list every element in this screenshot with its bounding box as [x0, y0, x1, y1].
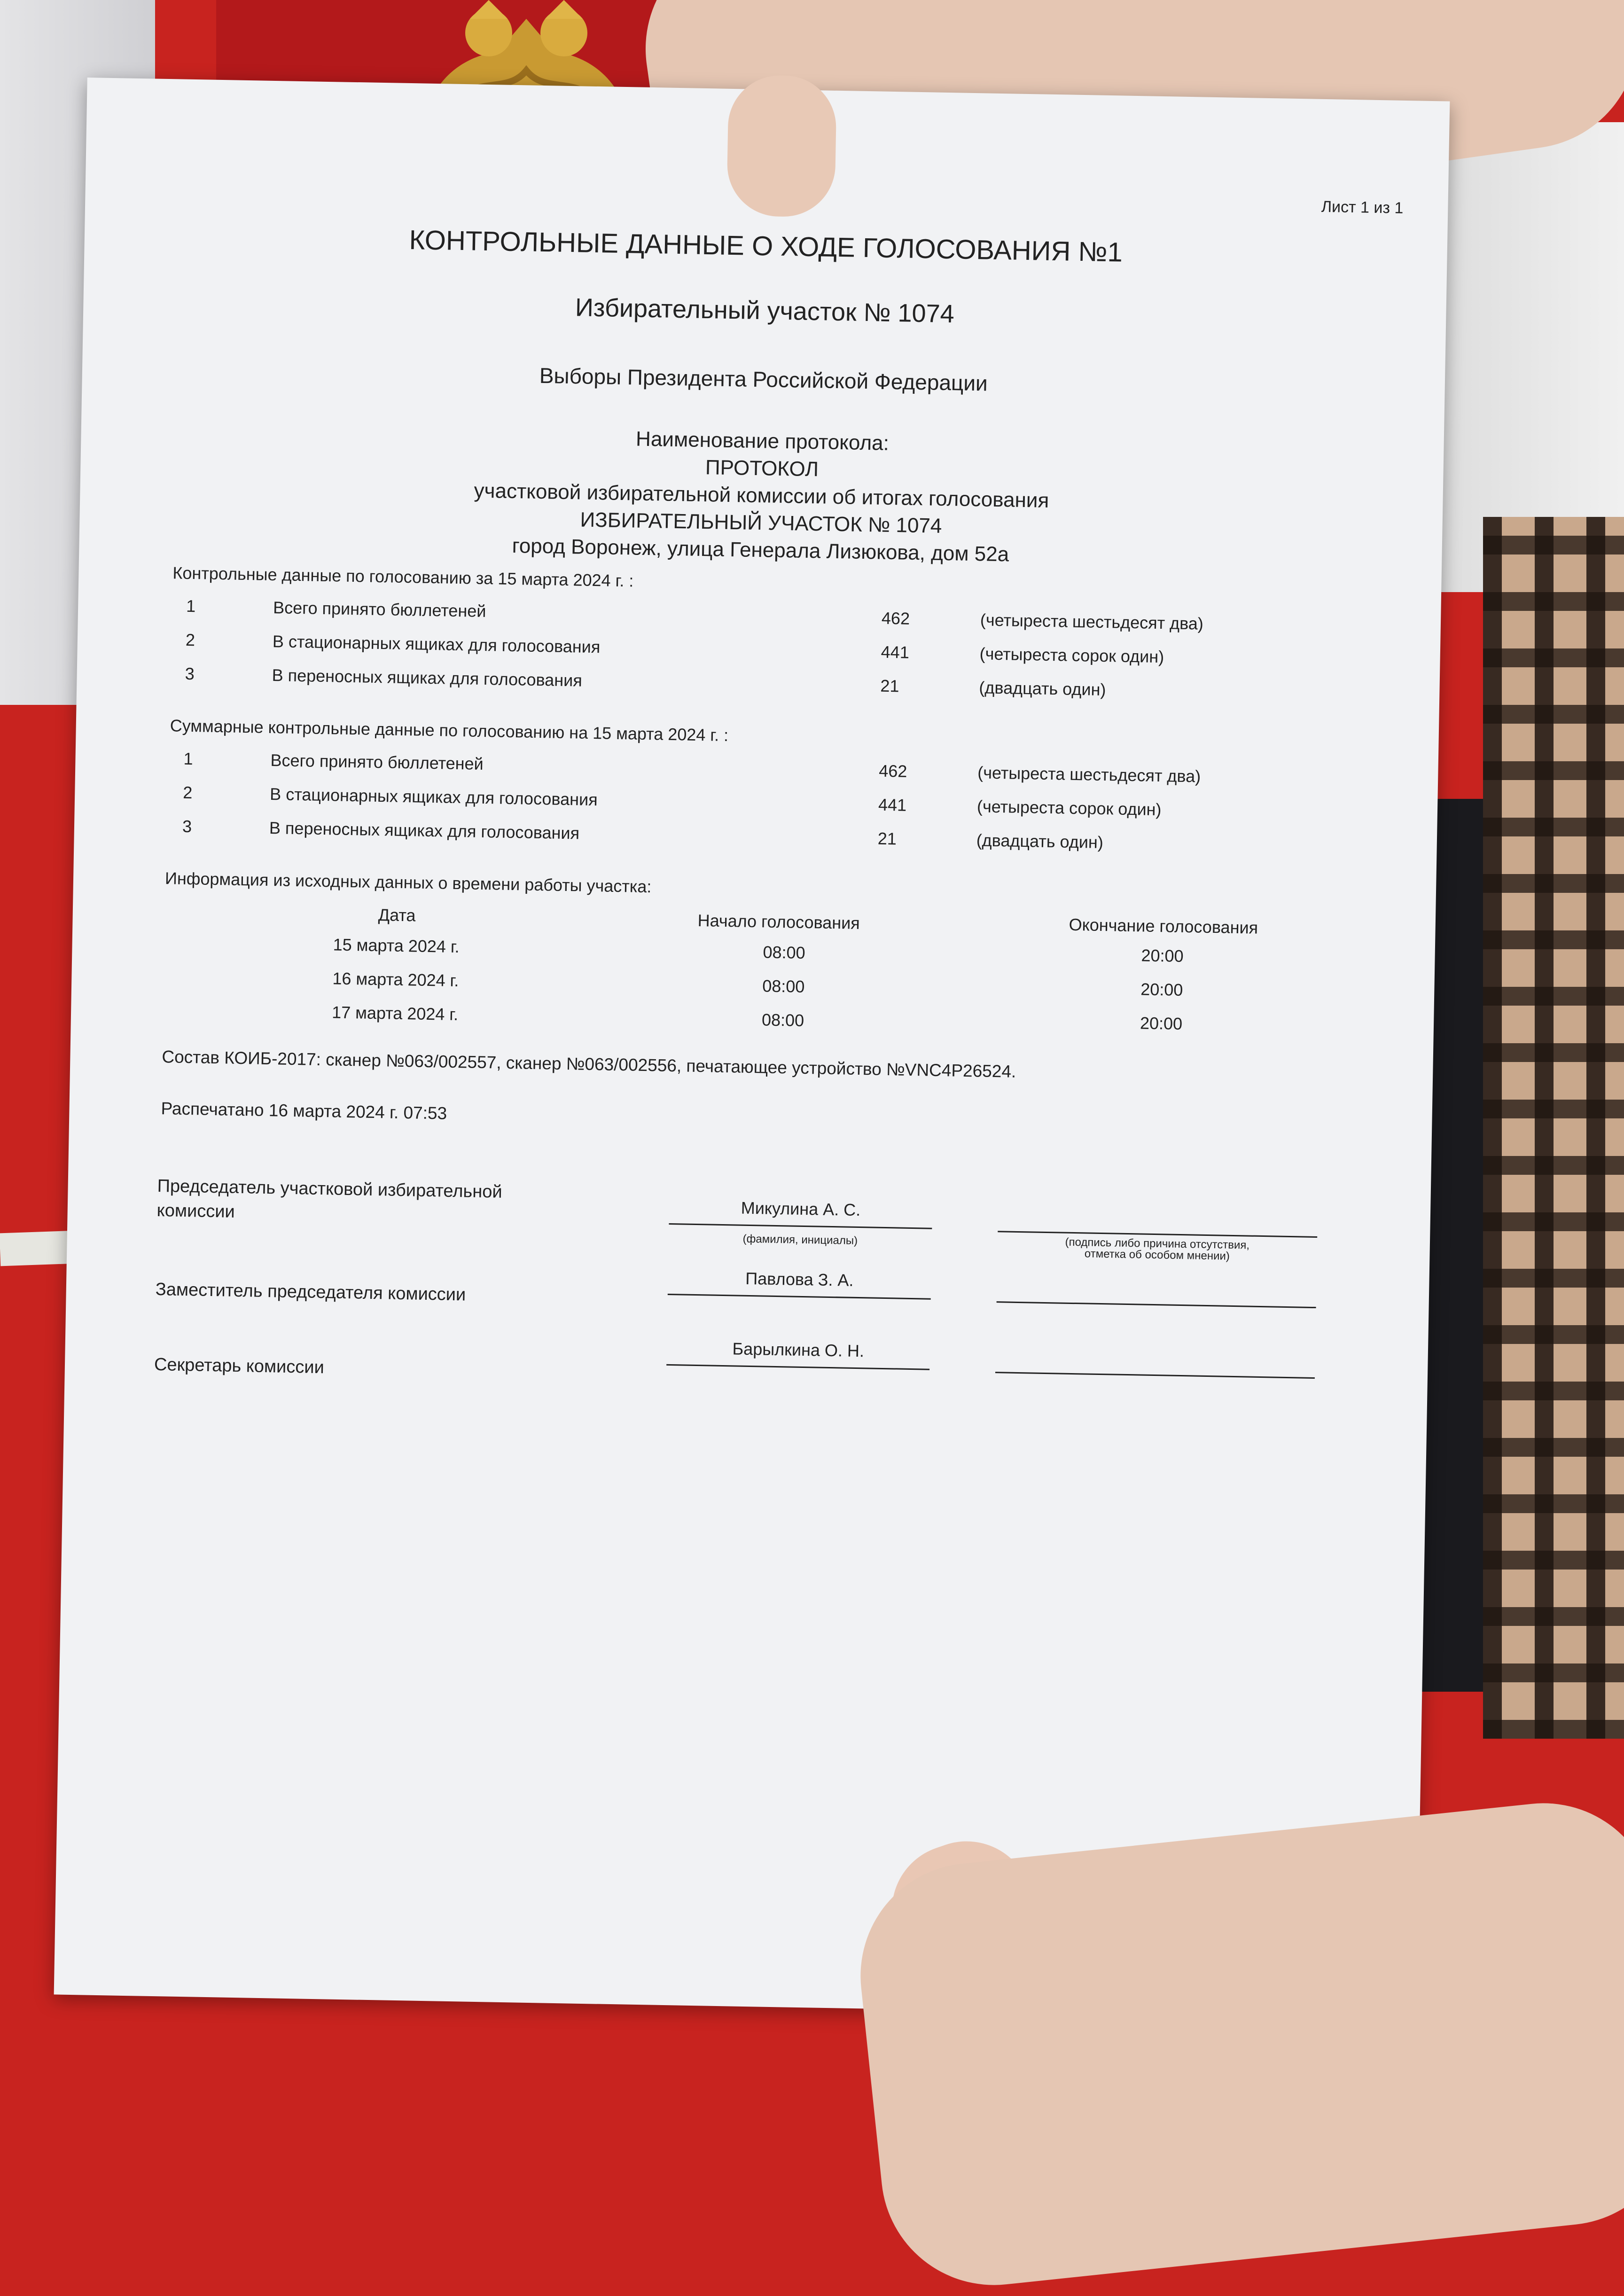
schedule-col-date: Дата	[378, 905, 416, 925]
secretary-name: Барылкина О. Н.	[666, 1338, 930, 1370]
row-value: 21	[880, 676, 899, 696]
chair-label	[156, 1174, 502, 1229]
row-value-words: (двадцать один)	[976, 830, 1104, 852]
row-value-words: (четыреста сорок один)	[979, 644, 1164, 667]
chair-label-line-1: Председатель участковой избирательной	[157, 1176, 503, 1202]
row-number: 3	[182, 816, 192, 836]
signature-hint-line-1: (подпись либо причина отсутствия,	[1065, 1235, 1250, 1252]
schedule-date: 17 марта 2024 г.	[331, 1002, 459, 1024]
deputy-name: Павлова З. А.	[668, 1267, 931, 1300]
protocol-line-1: ПРОТОКОЛ	[705, 456, 819, 481]
row-number: 1	[183, 749, 193, 769]
row-number: 1	[186, 596, 196, 616]
name-hint: (фамилия, инициалы)	[742, 1232, 858, 1247]
row-label: В стационарных ящиках для голосования	[272, 632, 601, 657]
row-value-words: (четыреста сорок один)	[976, 797, 1162, 820]
control-data-heading: Контрольные данные по голосованию за 15 марта 2024 г. :	[172, 563, 634, 591]
equipment-info: Состав КОИБ-2017: сканер №063/002557, сканер №063/002556, печатающее устройство №VNC4P26524.	[162, 1047, 1016, 1081]
schedule-col-start: Начало голосования	[697, 910, 860, 933]
deputy-signature-line	[997, 1301, 1316, 1308]
signature-hint	[997, 1235, 1317, 1264]
schedule-start: 08:00	[761, 1010, 804, 1030]
schedule-heading: Информация из исходных данных о времени работы участка:	[164, 868, 652, 897]
row-number: 2	[182, 782, 193, 803]
protocol-block	[79, 416, 1444, 576]
deputy-label: Заместитель председателя комиссии	[155, 1279, 466, 1305]
hand-bottom	[850, 1792, 1624, 2296]
background-plaid-clothing	[1483, 517, 1624, 1739]
row-value-words: (четыреста шестьдесят два)	[980, 610, 1204, 633]
schedule-col-end: Окончание голосования	[1069, 914, 1258, 937]
protocol-address: город Воронеж, улица Генерала Лизюкова, дом 52а	[512, 534, 1009, 566]
row-label: Всего принято бюллетеней	[273, 598, 486, 621]
precinct-title: Избирательный участок № 1074	[575, 293, 955, 328]
schedule-start: 08:00	[763, 942, 806, 962]
row-label: В переносных ящиках для голосования	[269, 818, 580, 843]
row-value-words: (двадцать один)	[979, 678, 1106, 700]
chair-name: Микулина А. С.	[669, 1197, 932, 1229]
row-label: В стационарных ящиках для голосования	[269, 784, 598, 810]
row-label: Всего принято бюллетеней	[270, 750, 484, 773]
secretary-signature-line	[995, 1372, 1315, 1379]
thumb-top	[726, 75, 837, 218]
schedule-start: 08:00	[762, 976, 805, 996]
summary-data-section	[170, 716, 1201, 852]
sheet-number: Лист 1 из 1	[1321, 197, 1404, 217]
signature-hint-line-2: отметка об особом мнении)	[1084, 1247, 1230, 1263]
schedule-date: 15 марта 2024 г.	[333, 935, 460, 957]
row-value: 462	[878, 761, 907, 781]
protocol-line-3: ИЗБИРАТЕЛЬНЫЙ УЧАСТОК № 1074	[580, 508, 942, 538]
control-data-section	[172, 563, 1204, 700]
document-title: КОНТРОЛЬНЫЕ ДАННЫЕ О ХОДЕ ГОЛОСОВАНИЯ №1	[409, 225, 1123, 268]
secretary-label: Секретарь комиссии	[154, 1354, 325, 1378]
row-value: 462	[881, 608, 910, 628]
schedule-end: 20:00	[1140, 1013, 1183, 1033]
election-title: Выборы Президента Российской Федерации	[539, 363, 988, 396]
protocol-name-label: Наименование протокола:	[635, 427, 890, 455]
protocol-line-2: участковой избирательной комиссии об итогах голосования	[474, 479, 1049, 512]
row-value-words: (четыреста шестьдесят два)	[977, 763, 1201, 786]
printed-timestamp: Распечатано 16 марта 2024 г. 07:53	[161, 1099, 447, 1123]
summary-data-heading: Суммарные контрольные данные по голосованию на 15 марта 2024 г. :	[170, 716, 729, 745]
schedule-end: 20:00	[1141, 945, 1184, 966]
schedule-date: 16 марта 2024 г.	[332, 968, 459, 991]
row-number: 2	[185, 630, 195, 650]
chair-label-line-2: комиссии	[156, 1200, 235, 1222]
row-number: 3	[185, 664, 195, 684]
row-value: 21	[877, 828, 897, 849]
protocol-document	[54, 78, 1450, 2018]
row-value: 441	[878, 795, 907, 815]
row-label: В переносных ящиках для голосования	[272, 665, 583, 690]
row-value: 441	[881, 642, 910, 662]
schedule-end: 20:00	[1140, 979, 1183, 1000]
